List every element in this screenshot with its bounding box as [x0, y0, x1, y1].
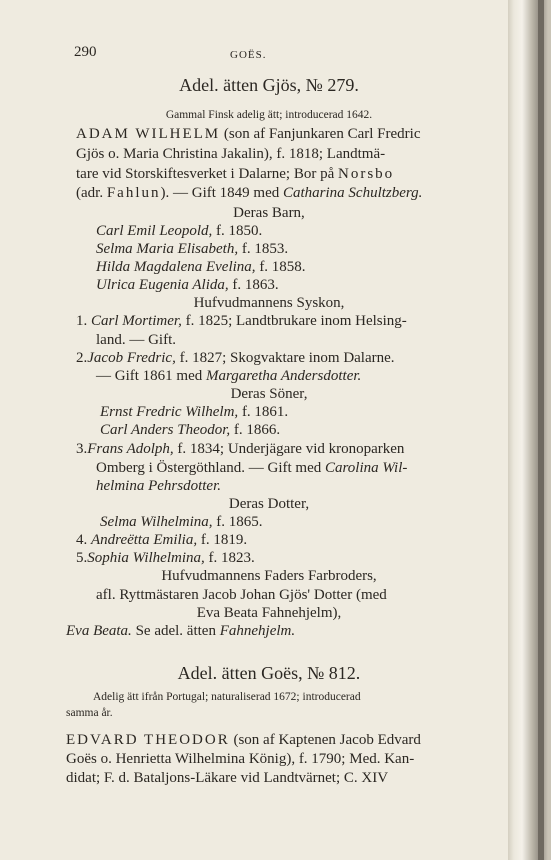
person-name-caps: ADAM WILHELM: [76, 126, 221, 142]
sibling-entry: 2.Jacob Fredric, f. 1827; Skogvaktare inom Dalarne.: [76, 350, 395, 366]
book-spine-strip: [538, 0, 544, 860]
grandchild-entry: Selma Wilhelmina, f. 1865.: [100, 514, 263, 530]
page-edge-shadow: [508, 0, 551, 860]
paragraph-line: didat; F. d. Bataljons-Läkare vid Landtvärnet; C. XIV: [66, 770, 389, 786]
section-title-gjos: Adel. ätten Gjös, № 279.: [179, 75, 359, 95]
paragraph-line: (adr. Fahlun). — Gift 1849 med Catharina Schultzberg.: [76, 185, 423, 201]
sibling-entry: 3.Frans Adolph, f. 1834; Underjägare vid kronoparken: [76, 441, 405, 457]
grandchild-entry: Carl Anders Theodor, f. 1866.: [100, 422, 281, 438]
sibling-entry: 5.Sophia Wilhelmina, f. 1823.: [76, 550, 255, 566]
section-subtitle-goes: Adelig ätt ifrån Portugal; naturaliserad 1672; introducerad: [93, 691, 361, 703]
sibling-entry-cont: Omberg i Östergöthland. — Gift med Carolina Wil-: [96, 460, 408, 476]
child-entry: Selma Maria Elisabeth, f. 1853.: [96, 241, 289, 257]
paragraph-line: tare vid Storskiftesverket i Dalarne; Bor på Norsbo: [76, 166, 395, 182]
paragraph-line: afl. Ryttmästaren Jacob Johan Gjös' Dotter (med: [96, 587, 387, 603]
person-name-caps: EDVARD THEODOR: [66, 732, 230, 748]
sibling-entry-cont: land. — Gift.: [96, 332, 176, 348]
sibling-entry: 4. Andreëtta Emilia, f. 1819.: [76, 532, 248, 548]
sibling-entry-cont: helmina Pehrsdotter.: [96, 478, 221, 494]
child-entry: Ulrica Eugenia Alida, f. 1863.: [96, 277, 279, 293]
page-number: 290: [74, 44, 97, 60]
paragraph-line: EDVARD THEODOR (son af Kaptenen Jacob Edvard: [66, 732, 421, 748]
section-title-goes: Adel. ätten Goës, № 812.: [177, 663, 361, 683]
subheading: Hufvudmannens Faders Farbroders,: [161, 568, 377, 584]
sibling-entry: 1. Carl Mortimer, f. 1825; Landtbrukare inom Helsing-: [76, 313, 407, 329]
grandchild-entry: Ernst Fredric Wilhelm, f. 1861.: [100, 404, 289, 420]
paragraph-line: Eva Beata Fahnehjelm),: [196, 605, 342, 621]
child-entry: Hilda Magdalena Evelina, f. 1858.: [96, 259, 306, 275]
section-subtitle-gjos: Gammal Finsk adelig ätt; introducerad 1642.: [165, 109, 373, 121]
subheading: Deras Dotter,: [228, 496, 310, 512]
subheading: Deras Söner,: [230, 386, 308, 402]
subheading: Deras Barn,: [233, 205, 305, 221]
paragraph-line: ADAM WILHELM (son af Fanjunkaren Carl Fredric: [76, 126, 421, 142]
paragraph-line: Goës o. Henrietta Wilhelmina König), f. 1790; Med. Kan-: [66, 751, 415, 767]
section-subtitle-goes: samma år.: [66, 707, 113, 719]
sibling-entry-cont: — Gift 1861 med Margaretha Andersdotter.: [96, 368, 362, 384]
subheading: Hufvudmannens Syskon,: [193, 295, 345, 311]
running-head: GOËS.: [230, 49, 267, 61]
child-entry: Carl Emil Leopold, f. 1850.: [96, 223, 263, 239]
paragraph-line: Gjös o. Maria Christina Jakalin), f. 1818; Landtmä-: [76, 146, 386, 162]
paragraph-line: Eva Beata. Se adel. ätten Fahnehjelm.: [66, 623, 296, 639]
